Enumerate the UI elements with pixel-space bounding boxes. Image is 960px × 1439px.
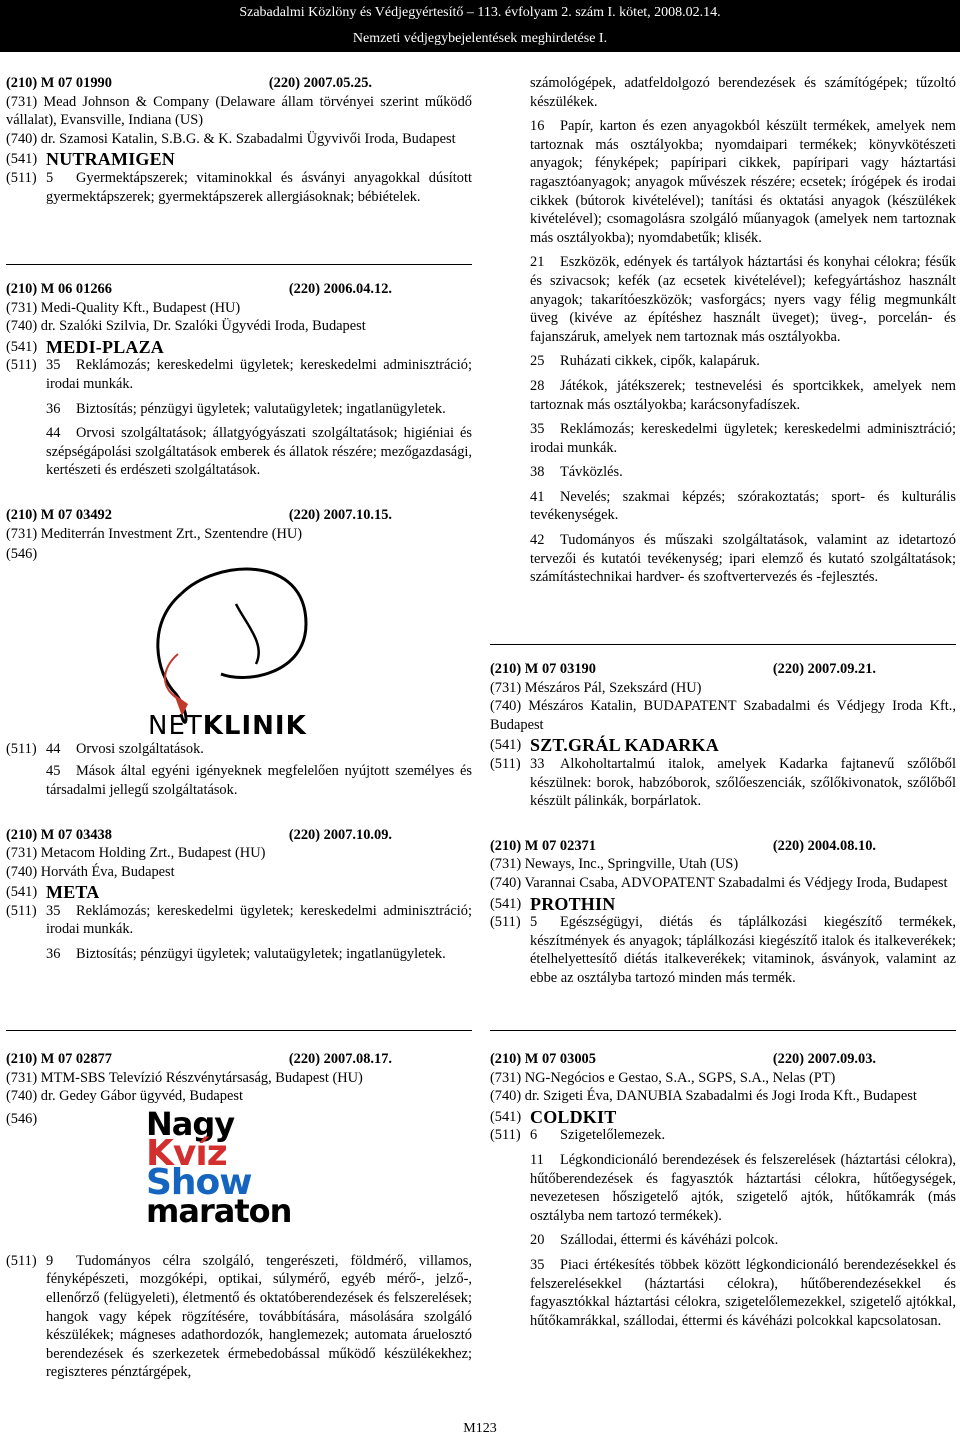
entry-meta: (210) M 07 03438 (220) 2007.10.09. (731) Metacom Holding Zrt., Budapest (HU) (740) Horváth Éva, Budapest (541) META (511) 35 Reklámozás; kereskedelmi ügyletek; kereskedelmi adminisztráció; irodai munkák. 36 Biztosítás; pénzügyi ügyletek; valutaügyletek; ingatlanügyletek.	[6, 826, 472, 963]
entry-netklinik: (210) M 07 03492 (220) 2007.10.15. (731) Mediterrán Investment Zrt., Szentendre (HU) (546) NETKLINIK (511) 44 Orvosi szolgáltatások. 45 Mások által egyéni igényeknek megfelelően nyújtott személyes és társadalmi jellegű szolgáltatások.	[6, 506, 472, 798]
trademark-name: COLDKIT	[530, 1106, 617, 1127]
page-number: M123	[463, 1421, 497, 1436]
divider	[490, 1030, 956, 1031]
right-column-3	[490, 1050, 956, 1332]
divider	[490, 644, 956, 645]
entry-numbers: (210) M 07 01990 (220) 2007.05.25.	[6, 75, 372, 91]
journal-header: Szabadalmi Közlöny és Védjegyértesítő – 113. évfolyam 2. szám I. kötet, 2008.02.14.	[0, 0, 960, 26]
trademark-name: SZT.GRÁL KADARKA	[530, 735, 719, 756]
entry-prothin: (210) M 07 02371 (220) 2004.08.10. (731) Neways, Inc., Springville, Utah (US) (740) Varannai Csaba, ADVOPATENT Szabadalmi és Védjegy Iroda, Budapest (541) PROTHIN (511) 5 Egészségügyi, diétás és táplálkozási kiegészítő termékek, készítmények és anyagok; táplálkozási kiegészítő italok és italkeverékek; ételhelyettesítő diétás italkeverékek; vitaminok, ásványok, valamint az ebbe az osztályba tartozó minden más termék.	[490, 837, 956, 986]
trademark-name: PROTHIN	[530, 893, 616, 914]
divider	[6, 264, 472, 265]
trademark-name: MEDI-PLAZA	[46, 336, 164, 357]
left-column-2	[6, 280, 472, 966]
trademark-name: META	[46, 882, 100, 903]
section-header: Nemzeti védjegybejelentések meghirdetése I.	[0, 26, 960, 52]
entry-nutramigen: (210) M 07 01990 (220) 2007.05.25. (731) Mead Johnson & Company (Delaware állam törvényei szerint működő vállalat), Evansville, Indiana (US) (740) dr. Szamosi Katalin, S.B.G. & K. Szabadalmi Ügyvivői Iroda, Budapest (541) NUTRAMIGEN (511) 5 Gyermektápszerek; vitaminokkal és ásványi anyagokkal dúsított gyermektápszerek; gyermektápszerek allergiásoknak; bébiételek.	[6, 75, 472, 205]
entry-medi-plaza: (210) M 06 01266 (220) 2006.04.12. (731) Medi-Quality Kft., Budapest (HU) (740) dr. Szalóki Szilvia, Dr. Szalóki Ügyvédi Iroda, Budapest (541) MEDI-PLAZA (511) 35 Reklámozás; kereskedelmi ügyletek; kereskedelmi adminisztráció; irodai munkák. 36 Biztosítás; pénzügyi ügyletek; valutaügyletek; ingatlanügyletek. 44 Orvosi szolgáltatások; állatgyógyászati szolgáltatások; higiéniai és szépségápolási szolgáltatások emberek és állatok részére; mezőgazdasági, kertészeti és erdészeti szolgáltatások.	[6, 281, 472, 479]
netklinik-logo	[6, 564, 472, 740]
nagy-kviz-show-logo: Nagy Kvíz Show maraton	[146, 1104, 292, 1230]
entry-coldkit: (210) M 07 03005 (220) 2007.09.03. (731) NG-Negócios e Gestao, S.A., SGPS, S.A., Nelas (PT) (740) dr. Szigeti Éva, DANUBIA Szabadalmi és Jogi Iroda Kft., Budapest (541) COLDKIT (511) 6 Szigetelőlemezek. 11 Légkondicionáló berendezések és felszerelések (háztartási célokra), hűtőberendezések és fagyasztók háztartási célokra, hűtőegységek, nevezetesen hőszigetelő ajtók, szigetelő ajtók, hűtőkamrák (más osztályba nem tartozó termékek). 20 Szállodai, éttermi és kávéházi polcok. 35 Piaci értékesítés többek között légkondicionáló berendezésekkel és felszerelésekkel (háztartási célokra), hűtőberendezésekkel és fagyasztókkal háztartási célokra, szigetelőlemezekkel, szigetelő ajtókkal, hűtőkamrákkal, szállodai, éttermi és kávéházi polcokkal kapcsolatosan.	[490, 1051, 956, 1329]
entry-continuation: számológépek, adatfeldolgozó berendezések és számítógépek; tűzoltó készülékek. 16 Papír, karton és ezen anyagokból készült termékek, amelyek nem tartoznak más osztályokba; nyomdaipari termékek; könyvkötészeti anyagok; fényképek; papíripari cikkek, papíripari vagy háztartási ragasztóanyagok; anyagok művészek részére; ecsetek; írógépek és irodai cikkek (bútorok kivételével); tanítási és oktatási anyagok (készülékek kivételével); csomagolásra szolgáló műanyagok (amelyek nem tartoznak más osztályokba); nyomdabetűk; klisék. 21 Eszközök, edények és tartályok háztartási és konyhai célokra; fésűk és szivacsok; kefék (az ecsetek kivételével); kefegyártáshoz használt anyagok; takarítóeszközök; vasforgács; nyers vagy félig megmunkált üveg (kivéve az építéshez használt üveget); üveg-, porcelán- és fajanszáruk, amelyek nem tartoznak más osztályokba. 25 Ruházati cikkek, cipők, kalapáruk. 28 Játékok, játékszerek; testnevelési és sportcikkek, amelyek nem tartoznak más osztályokba; karácsonyfadíszek. 35 Reklámozás; kereskedelmi ügyletek; kereskedelmi adminisztráció; irodai munkák. 38 Távközlés. 41 Nevelés; szakmai képzés; szórakoztatás; sport- és kulturális tevékenységek. 42 Tudományos és műszaki szolgáltatások, valamint az idetartozó tervezői és kutatói tevékenység; ipari elemző és kutató szolgáltatások; számítástechnikai hardver- és szoftvertervezés és -fejlesztés.	[530, 75, 956, 586]
left-column-3	[6, 1050, 472, 1382]
right-column	[490, 74, 956, 589]
left-column	[6, 74, 472, 206]
divider	[6, 1030, 472, 1031]
entry-nagy-kviz-show: (210) M 07 02877 (220) 2007.08.17. (731) MTM-SBS Televízió Részvénytársaság, Budapest (HU) (740) dr. Gedey Gábor ügyvéd, Budapest (546) Nagy Kvíz Show maraton (511) 9 Tudományos célra szolgáló, tengerészeti, földmérő, villamos, fényképészeti, mozgóképi, optikai, súlymérő, egyéb mérő-, jelző-, ellenőrző (felügyeleti), életmentő és oktatóberendezések és felszerelések; hangok vagy képek rögzítésére, továbbítására, másolására szolgáló készülékek; mágneses adathordozók, hanglemezek; automata áruelosztó berendezések és szerkezetek érmebedobással működő készülékekhez; regiszteres pénztárgépek,	[6, 1051, 472, 1381]
logo-wordmark: NETKLINIK	[148, 710, 307, 741]
right-column-2	[490, 660, 956, 988]
entry-szt-gral-kadarka: (210) M 07 03190 (220) 2007.09.21. (731) Mészáros Pál, Szekszárd (HU) (740) Mészáros Katalin, BUDAPATENT Szabadalmi és Védjegy Iroda Kft., Budapest (541) SZT.GRÁL KADARKA (511) 33 Alkoholtartalmú italok, amelyek Kadarka fajtanevű szőlőből készülnek: borok, habzóborok, szőlőeszenciák, szőlőkivonatok, szőlőből készült pálinkák, borpárlatok.	[490, 661, 956, 810]
trademark-name: NUTRAMIGEN	[46, 149, 176, 170]
